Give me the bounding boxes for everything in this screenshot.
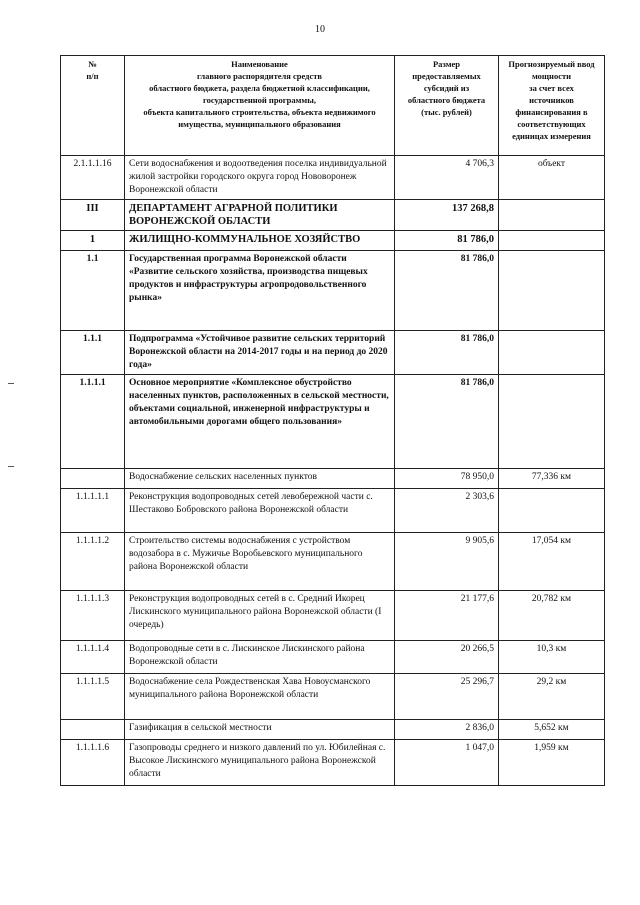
header-amount — [395, 56, 499, 156]
row-name: Газификация в сельской местности — [125, 720, 395, 740]
row-number: 1.1.1.1 — [61, 375, 125, 469]
row-name: Строительство системы водоснабжения с устройством водозабора в с. Мужичье Воробьевского муниципального района Воронежской области — [125, 533, 395, 591]
row-number — [61, 469, 125, 489]
row-number: 1 — [61, 231, 125, 251]
header-number-text: № п/п — [86, 59, 99, 81]
table-row — [61, 740, 605, 786]
row-name: Реконструкция водопроводных сетей левобережной части с. Шестаково Бобровского района Воронежской области — [125, 489, 395, 533]
row-name: Сети водоснабжения и водоотведения поселка индивидуальной жилой застройки городского округа город Нововоронеж Воронежской области — [125, 156, 395, 200]
row-amount: 2 836,0 — [395, 720, 499, 740]
table-row — [61, 251, 605, 331]
row-amount: 4 706,3 — [395, 156, 499, 200]
row-amount: 78 950,0 — [395, 469, 499, 489]
header-row — [61, 56, 605, 156]
row-number: III — [61, 200, 125, 231]
header-number — [61, 56, 125, 156]
budget-table — [60, 55, 605, 786]
table-row — [61, 641, 605, 674]
row-capacity: 5,652 км — [499, 720, 605, 740]
row-capacity: 1,959 км — [499, 740, 605, 786]
header-name-text: Наименование главного распорядителя средств областного бюджета, раздела бюджетной классификации, государственной программы, объекта капитального строительства, объекта недвижимого имущества, муниципального образования — [143, 59, 376, 129]
row-capacity: 10,3 км — [499, 641, 605, 674]
row-amount: 21 177,6 — [395, 591, 499, 641]
row-capacity: 29,2 км — [499, 674, 605, 720]
row-number: 2.1.1.1.16 — [61, 156, 125, 200]
table-row — [61, 469, 605, 489]
header-name — [125, 56, 395, 156]
row-amount: 81 786,0 — [395, 231, 499, 251]
table-row — [61, 231, 605, 251]
row-amount: 81 786,0 — [395, 331, 499, 375]
row-capacity — [499, 375, 605, 469]
row-capacity: объект — [499, 156, 605, 200]
margin-mark — [8, 383, 14, 384]
row-capacity: 20,782 км — [499, 591, 605, 641]
margin-mark — [8, 466, 14, 467]
table-row — [61, 489, 605, 533]
row-number — [61, 720, 125, 740]
table-row — [61, 156, 605, 200]
row-capacity: 17,054 км — [499, 533, 605, 591]
row-capacity — [499, 489, 605, 533]
page-number: 10 — [315, 24, 325, 35]
table-row — [61, 200, 605, 231]
row-capacity — [499, 331, 605, 375]
row-number: 1.1.1.1.3 — [61, 591, 125, 641]
table-row — [61, 674, 605, 720]
row-name: Водопроводные сети в с. Лискинское Лискинского района Воронежской области — [125, 641, 395, 674]
row-number: 1.1.1 — [61, 331, 125, 375]
row-capacity — [499, 231, 605, 251]
row-number: 1.1.1.1.4 — [61, 641, 125, 674]
table-row — [61, 375, 605, 469]
row-number: 1.1.1.1.5 — [61, 674, 125, 720]
row-number: 1.1.1.1.6 — [61, 740, 125, 786]
row-number: 1.1 — [61, 251, 125, 331]
row-amount: 81 786,0 — [395, 251, 499, 331]
table-row — [61, 331, 605, 375]
row-number: 1.1.1.1.1 — [61, 489, 125, 533]
row-name: Водоснабжение села Рождественская Хава Новоусманского муниципального района Воронежской области — [125, 674, 395, 720]
header-amount-text: Размер предоставляемых субсидий из областного бюджета (тыс. рублей) — [407, 59, 486, 117]
row-name: Газопроводы среднего и низкого давлений по ул. Юбилейная с. Высокое Лискинского муниципального района Воронежской области — [125, 740, 395, 786]
row-name: Государственная программа Воронежской области «Развитие сельского хозяйства, производства пищевых продуктов и инфраструктуры агропродовольственного рынка» — [125, 251, 395, 331]
row-number: 1.1.1.1.2 — [61, 533, 125, 591]
header-capacity-text: Прогнозируемый ввод мощности за счет всех источников финансирования в соответствующих единицах измерения — [508, 59, 595, 141]
row-name: Водоснабжение сельских населенных пунктов — [125, 469, 395, 489]
row-capacity — [499, 251, 605, 331]
row-name: Подпрограмма «Устойчивое развитие сельских территорий Воронежской области на 2014-2017 годы и на период до 2020 года» — [125, 331, 395, 375]
row-capacity — [499, 200, 605, 231]
row-name: Основное мероприятие «Комплексное обустройство населенных пунктов, расположенных в сельской местности, объектами социальной, инженерной инфраструктуры и автомобильными дорогами общего пользования» — [125, 375, 395, 469]
row-amount: 1 047,0 — [395, 740, 499, 786]
row-amount: 9 905,6 — [395, 533, 499, 591]
row-capacity: 77,336 км — [499, 469, 605, 489]
row-amount: 25 296,7 — [395, 674, 499, 720]
table-row — [61, 533, 605, 591]
header-capacity — [499, 56, 605, 156]
table-row — [61, 591, 605, 641]
row-amount: 2 303,6 — [395, 489, 499, 533]
row-name: Реконструкция водопроводных сетей в с. Средний Икорец Лискинского муниципального района Воронежской области (I очередь) — [125, 591, 395, 641]
table-row — [61, 720, 605, 740]
row-amount: 137 268,8 — [395, 200, 499, 231]
row-name: ЖИЛИЩНО-КОММУНАЛЬНОЕ ХОЗЯЙСТВО — [125, 231, 395, 251]
row-amount: 20 266,5 — [395, 641, 499, 674]
row-name: ДЕПАРТАМЕНТ АГРАРНОЙ ПОЛИТИКИ ВОРОНЕЖСКОЙ ОБЛАСТИ — [125, 200, 395, 231]
row-amount: 81 786,0 — [395, 375, 499, 469]
